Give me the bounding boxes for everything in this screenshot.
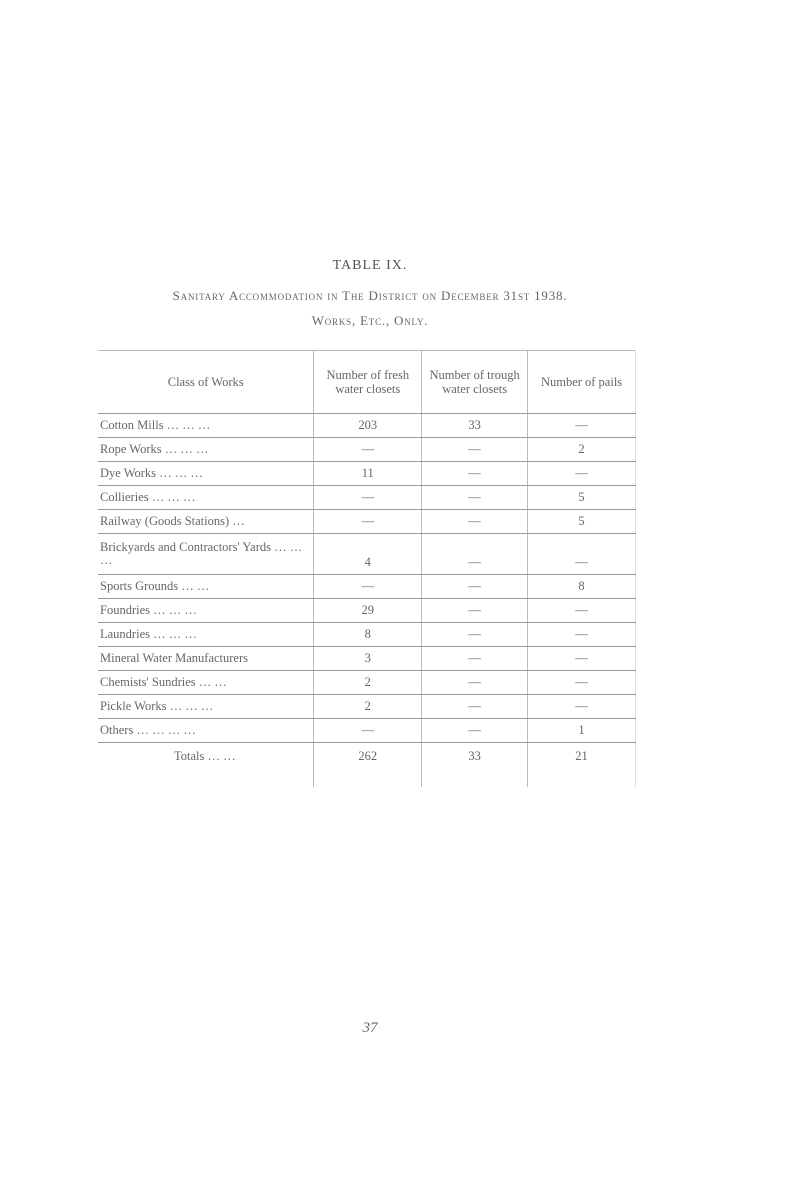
row-class: Rope Works … … … <box>98 438 314 462</box>
row-trough: — <box>422 695 528 719</box>
row-fresh: 11 <box>314 462 422 486</box>
table-row <box>98 719 636 743</box>
spacer-cell <box>98 769 314 787</box>
table-row <box>98 599 636 623</box>
row-pails: — <box>528 414 636 438</box>
totals-pails: 21 <box>528 743 636 770</box>
row-class: Pickle Works … … … <box>98 695 314 719</box>
table-row <box>98 438 636 462</box>
row-pails: — <box>528 695 636 719</box>
row-class: Dye Works … … … <box>98 462 314 486</box>
table-row <box>98 575 636 599</box>
row-fresh: 8 <box>314 623 422 647</box>
spacer-cell <box>422 769 528 787</box>
table-row <box>98 462 636 486</box>
page-number: 37 <box>362 1020 378 1036</box>
table-row <box>98 534 636 575</box>
row-pails: — <box>528 671 636 695</box>
row-trough: — <box>422 671 528 695</box>
row-pails: 2 <box>528 438 636 462</box>
row-class: Collieries … … … <box>98 486 314 510</box>
row-fresh: — <box>314 719 422 743</box>
row-class: Sports Grounds … … <box>98 575 314 599</box>
row-class: Railway (Goods Stations) … <box>98 510 314 534</box>
header-pails: Number of pails <box>528 351 636 414</box>
row-fresh: 3 <box>314 647 422 671</box>
row-pails: — <box>528 623 636 647</box>
table-subtitle-2: Works, Etc., Only. <box>311 313 429 328</box>
row-pails: — <box>528 599 636 623</box>
row-class: Foundries … … … <box>98 599 314 623</box>
row-fresh: 2 <box>314 695 422 719</box>
totals-spacer-row <box>98 769 636 787</box>
row-pails: 8 <box>528 575 636 599</box>
row-fresh: — <box>314 438 422 462</box>
row-class: Chemists' Sundries … … <box>98 671 314 695</box>
row-class: Others … … … … <box>98 719 314 743</box>
row-pails: — <box>528 647 636 671</box>
row-trough: — <box>422 575 528 599</box>
row-trough: 33 <box>422 414 528 438</box>
row-trough: — <box>422 623 528 647</box>
row-class: Mineral Water Manufacturers <box>98 647 314 671</box>
row-fresh: — <box>314 510 422 534</box>
row-fresh: 4 <box>314 534 422 575</box>
row-trough: — <box>422 599 528 623</box>
table-row <box>98 623 636 647</box>
row-trough: — <box>422 462 528 486</box>
totals-label: Totals … … <box>174 748 236 763</box>
totals-row <box>98 743 636 770</box>
row-pails: 1 <box>528 719 636 743</box>
table-subtitle: Sanitary Accommodation in The District on December 31st 1938. <box>172 288 568 303</box>
row-trough: — <box>422 647 528 671</box>
header-class-of-works: Class of Works <box>98 351 314 414</box>
spacer-cell <box>314 769 422 787</box>
table-row <box>98 414 636 438</box>
row-class: Brickyards and Contractors' Yards … … … <box>98 534 314 575</box>
row-fresh: 29 <box>314 599 422 623</box>
totals-fresh: 262 <box>314 743 422 770</box>
row-trough: — <box>422 510 528 534</box>
row-fresh: 2 <box>314 671 422 695</box>
row-fresh: — <box>314 575 422 599</box>
row-trough: — <box>422 486 528 510</box>
row-trough: — <box>422 534 528 575</box>
table-row <box>98 647 636 671</box>
row-fresh: 203 <box>314 414 422 438</box>
table-row <box>98 486 636 510</box>
table-row <box>98 695 636 719</box>
table-row <box>98 671 636 695</box>
row-class: Cotton Mills … … … <box>98 414 314 438</box>
row-trough: — <box>422 719 528 743</box>
table-row <box>98 510 636 534</box>
table-title: TABLE IX. <box>332 258 408 273</box>
row-pails: 5 <box>528 486 636 510</box>
totals-label-cell <box>98 743 314 770</box>
header-fresh-water-closets: Number of fresh water closets <box>314 351 422 414</box>
sanitary-accommodation-table <box>98 350 636 787</box>
row-pails: — <box>528 462 636 486</box>
spacer-cell <box>528 769 636 787</box>
totals-trough: 33 <box>422 743 528 770</box>
row-pails: — <box>528 534 636 575</box>
row-fresh: — <box>314 486 422 510</box>
table-header-row <box>98 351 636 414</box>
row-pails: 5 <box>528 510 636 534</box>
header-trough-water-closets: Number of trough water closets <box>422 351 528 414</box>
row-class: Laundries … … … <box>98 623 314 647</box>
row-trough: — <box>422 438 528 462</box>
